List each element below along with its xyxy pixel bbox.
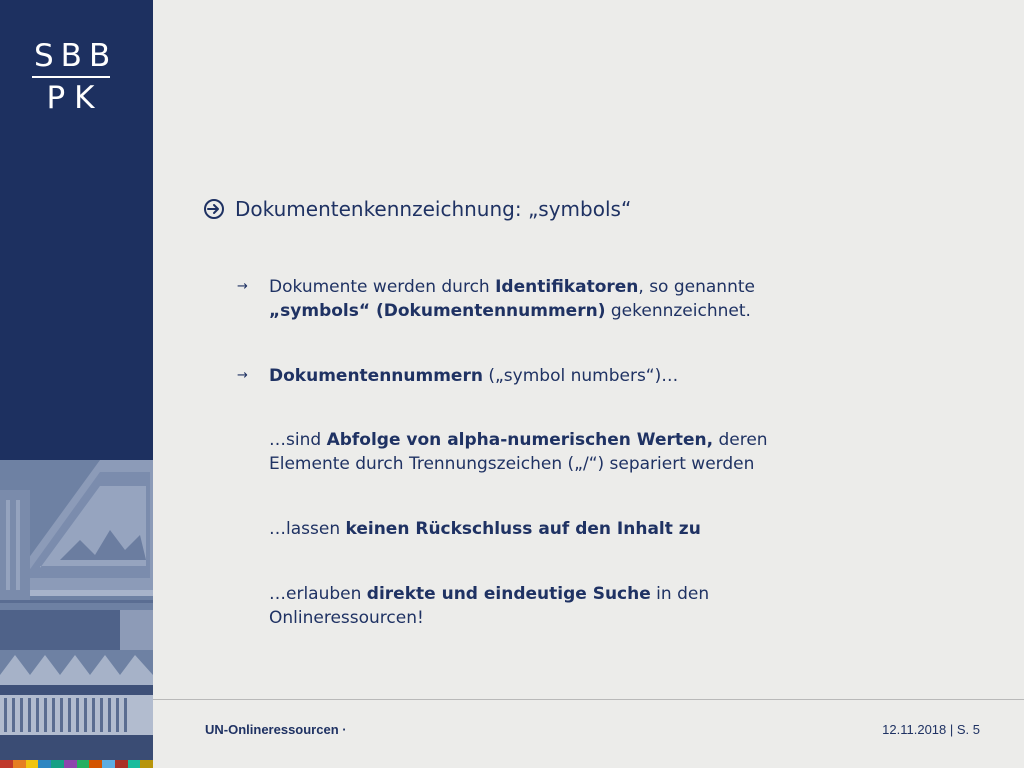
sidebar [0, 0, 153, 768]
right-arrow-icon: → [237, 368, 248, 383]
text-run: Dokumente werden durch [269, 277, 496, 297]
text-run: Onlineressourcen! [269, 608, 424, 628]
logo-divider [32, 76, 110, 78]
color-strip-segment [128, 760, 141, 768]
bold-text-run: Identifikatoren [495, 277, 639, 297]
slide-heading [203, 196, 631, 222]
bold-text-run: „symbols“ (Dokumentennummern) [269, 301, 606, 321]
building-photo-illustration [0, 460, 153, 760]
bold-text-run: direkte und eindeutige Suche [366, 584, 651, 604]
color-strip-segment [0, 760, 13, 768]
bullet-dokumentennummern [237, 364, 837, 388]
color-strip-segment [26, 760, 39, 768]
paragraph-rueckschluss [269, 517, 869, 541]
color-strip [0, 760, 153, 768]
logo-top-text: SBB [34, 38, 118, 74]
color-strip-segment [89, 760, 102, 768]
text-run: gekennzeichnet. [605, 301, 751, 321]
color-strip-segment [38, 760, 51, 768]
footer-title: UN-Onlineressourcen · [205, 722, 347, 737]
circle-arrow-icon [203, 198, 225, 220]
text-run: („symbol numbers“)… [482, 366, 679, 386]
text-run: Elemente durch Trennungszeichen („/“) separiert werden [269, 454, 755, 474]
paragraph-suche [269, 582, 869, 630]
color-strip-segment [102, 760, 115, 768]
building-photo [0, 460, 153, 760]
slide-content [153, 0, 1024, 768]
right-arrow-icon: → [237, 279, 248, 294]
bullet-text [269, 275, 837, 323]
heading-text: Dokumentenkennzeichnung: „symbols“ [235, 197, 632, 221]
text-run: …sind [269, 430, 327, 450]
sbb-pk-logo [28, 38, 118, 116]
bold-text-run: keinen Rückschluss auf den Inhalt zu [345, 519, 701, 539]
bullet-text [269, 364, 837, 388]
color-strip-segment [140, 760, 153, 768]
text-run: …lassen [269, 519, 346, 539]
color-strip-segment [13, 760, 26, 768]
color-strip-segment [51, 760, 64, 768]
footer-page-info: 12.11.2018 | S. 5 [882, 722, 980, 737]
color-strip-segment [64, 760, 77, 768]
text-run: , so genannte [638, 277, 755, 297]
color-strip-segment [115, 760, 128, 768]
footer-divider [153, 699, 1024, 700]
paragraph-abfolge [269, 428, 869, 476]
logo-bottom-text: PK [46, 80, 104, 116]
bullet-identifikatoren [237, 275, 837, 323]
color-strip-segment [77, 760, 90, 768]
bold-text-run: Dokumentennummern [269, 366, 483, 386]
bold-text-run: Abfolge von alpha-numerischen Werten, [326, 430, 714, 450]
text-run: …erlauben [269, 584, 367, 604]
text-run: deren [713, 430, 768, 450]
text-run: in den [650, 584, 710, 604]
